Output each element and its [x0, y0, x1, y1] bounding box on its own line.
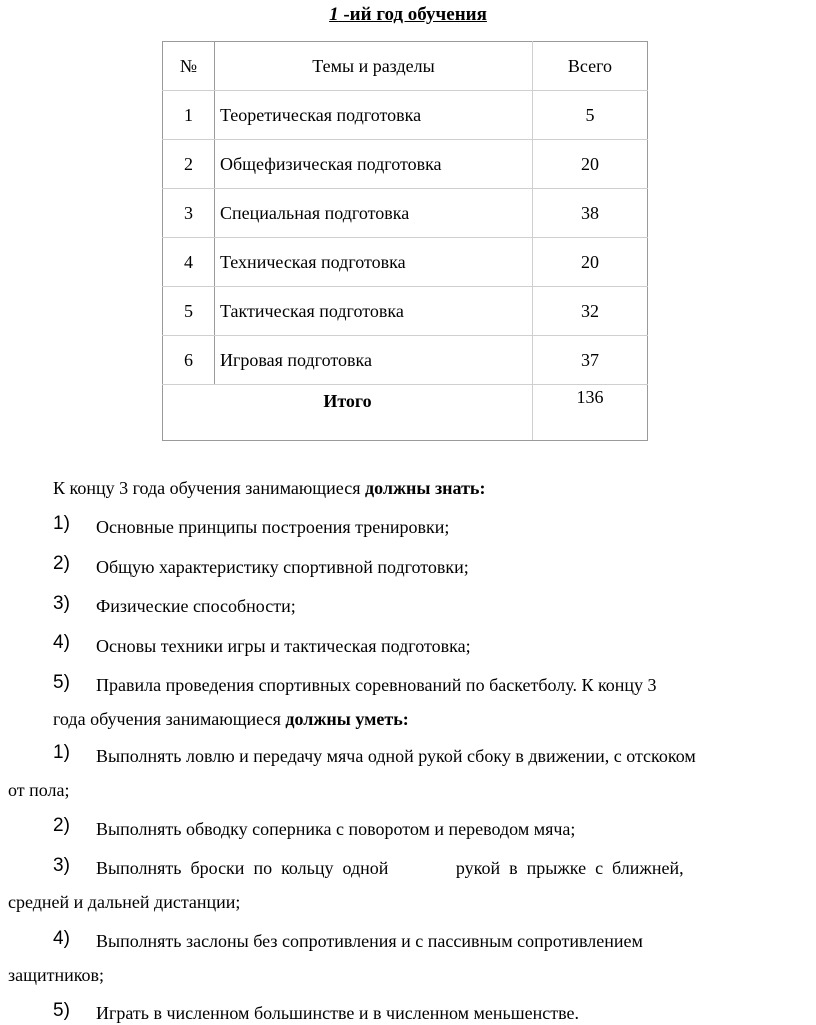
header-number: №: [163, 42, 215, 91]
know-intro-text: К концу 3 года обучения занимающиеся: [53, 478, 365, 498]
total-value: 136: [533, 385, 648, 441]
row-number: 6: [163, 336, 215, 385]
know-item: Основные принципы построения тренировки;: [96, 517, 450, 537]
row-total: 37: [533, 336, 648, 385]
table-row: [163, 91, 648, 140]
row-total: 32: [533, 287, 648, 336]
table-row: [163, 336, 648, 385]
row-topic: Игровая подготовка: [215, 336, 533, 385]
header-topic: Темы и разделы: [215, 42, 533, 91]
can-intro-text: года обучения занимающиеся: [53, 709, 286, 729]
know-intro-bold: должны знать:: [365, 478, 486, 498]
table-row: [163, 238, 648, 287]
row-total: 38: [533, 189, 648, 238]
row-number: 1: [163, 91, 215, 140]
know-item-marker: 5): [53, 672, 70, 693]
can-item: Выполнять броски по кольцу одной рукой в прыжке с ближней,: [96, 858, 684, 878]
know-intro: [53, 478, 485, 499]
row-number: 4: [163, 238, 215, 287]
row-number: 3: [163, 189, 215, 238]
know-item-marker: 3): [53, 593, 70, 614]
row-topic: Специальная подготовка: [215, 189, 533, 238]
can-item: Выполнять ловлю и передачу мяча одной рукой сбоку в движении, с отскоком: [96, 746, 696, 766]
table-row: [163, 287, 648, 336]
curriculum-table: [162, 41, 648, 441]
header-total: Всего: [533, 42, 648, 91]
can-item-marker: 4): [53, 928, 70, 949]
can-item: Выполнять обводку соперника с поворотом и переводом мяча;: [96, 819, 576, 839]
can-item-marker: 3): [53, 855, 70, 876]
know-item: Основы техники игры и тактическая подготовка;: [96, 636, 471, 656]
total-label: Итого: [163, 385, 533, 441]
table-row: [163, 140, 648, 189]
row-topic: Техническая подготовка: [215, 238, 533, 287]
know-item: Общую характеристику спортивной подготовки;: [96, 557, 469, 577]
row-topic: Общефизическая подготовка: [215, 140, 533, 189]
know-item-marker: 2): [53, 553, 70, 574]
title-year-number: 1: [329, 4, 339, 25]
can-item-marker: 1): [53, 742, 70, 763]
row-total: 20: [533, 238, 648, 287]
can-intro-bold: должны уметь:: [285, 709, 409, 729]
table-total-row: [163, 385, 648, 441]
can-item: Выполнять заслоны без сопротивления и с пассивным сопротивлением: [96, 931, 643, 951]
row-total: 5: [533, 91, 648, 140]
can-item-continuation: защитников;: [8, 965, 105, 985]
know-item: Физические способности;: [96, 596, 296, 616]
row-number: 2: [163, 140, 215, 189]
page-title: [0, 4, 816, 26]
can-item: Играть в численном большинстве и в численном меньшенстве.: [96, 1003, 579, 1023]
know-item-marker: 4): [53, 632, 70, 653]
can-item-marker: 2): [53, 815, 70, 836]
row-total: 20: [533, 140, 648, 189]
row-topic: Теоретическая подготовка: [215, 91, 533, 140]
know-item: Правила проведения спортивных соревнований по баскетболу. К концу 3: [96, 675, 657, 695]
table-row: [163, 189, 648, 238]
can-item-continuation: средней и дальней дистанции;: [8, 892, 241, 912]
title-text: -ий год обучения: [338, 4, 487, 25]
table-header-row: [163, 42, 648, 91]
row-topic: Тактическая подготовка: [215, 287, 533, 336]
can-intro: [53, 709, 409, 730]
can-item-marker: 5): [53, 1000, 70, 1021]
can-item-continuation: от пола;: [8, 780, 70, 800]
row-number: 5: [163, 287, 215, 336]
know-item-marker: 1): [53, 513, 70, 534]
